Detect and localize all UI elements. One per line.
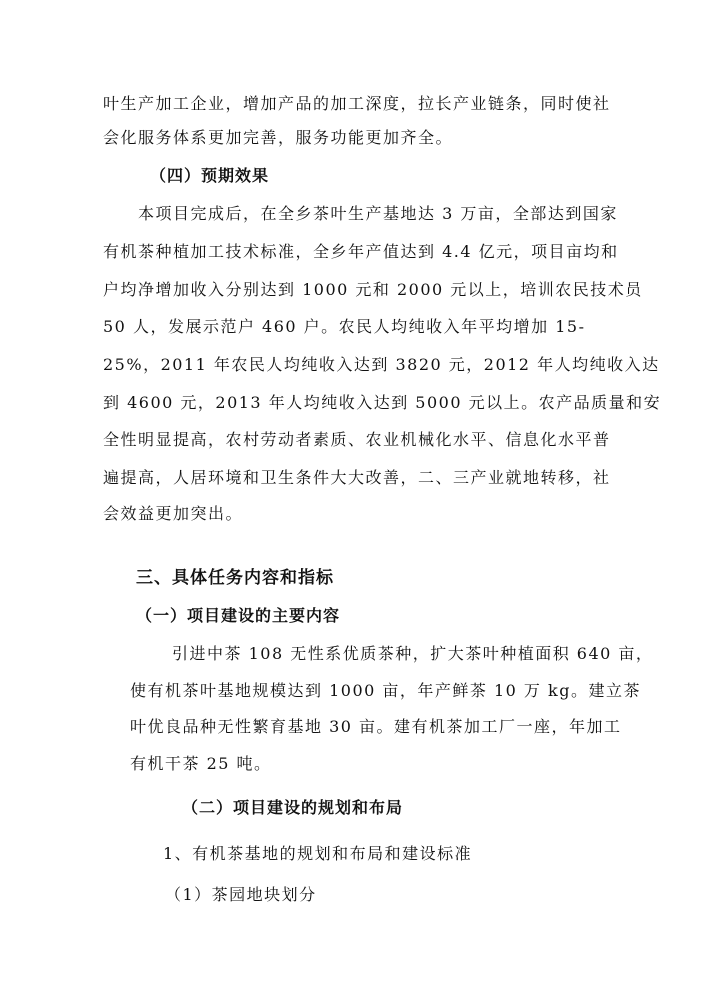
paragraph-line: 引进中茶 108 无性系优质茶种，扩大茶叶种植面积 640 亩， — [172, 644, 654, 663]
section-heading-main-content: （一）项目建设的主要内容 — [136, 606, 341, 625]
paragraph-line: 有机茶种植加工技术标准，全乡年产值达到 4.4 亿元，项目亩均和 — [103, 242, 619, 261]
paragraph-line: 会化服务体系更加完善，服务功能更加齐全。 — [103, 128, 454, 147]
paragraph-line: 遍提高，人居环境和卫生条件大大改善，二、三产业就地转移，社 — [103, 468, 611, 487]
paragraph-line: 本项目完成后，在全乡茶叶生产基地达 3 万亩，全部达到国家 — [138, 204, 618, 223]
chapter-heading: 三、具体任务内容和指标 — [136, 568, 334, 588]
paragraph-line: 户均净增加收入分别达到 1000 元和 2000 元以上，培训农民技术员 — [103, 280, 643, 299]
paragraph-line: 全性明显提高，农村劳动者素质、农业机械化水平、信息化水平普 — [103, 430, 611, 449]
paragraph-line: 会效益更加突出。 — [103, 504, 244, 523]
paragraph-line: 50 人，发展示范户 460 户。农民人均纯收入年平均增加 15- — [103, 317, 586, 336]
section-heading-planning-layout: （二）项目建设的规划和布局 — [182, 798, 404, 817]
section-heading-expected-effects: （四）预期效果 — [150, 166, 270, 185]
paragraph-line: 到 4600 元，2013 年人均纯收入达到 5000 元以上。农产品质量和安 — [103, 393, 662, 412]
list-item: 1、有机茶基地的规划和布局和建设标准 — [163, 844, 473, 863]
paragraph-line: 使有机茶叶基地规模达到 1000 亩，年产鲜茶 10 万 kg。建立茶 — [130, 681, 641, 700]
paragraph-line: 有机干茶 25 吨。 — [130, 754, 272, 773]
paragraph-line: 叶生产加工企业，增加产品的加工深度，拉长产业链条，同时使社 — [103, 94, 611, 113]
paragraph-line: 25%，2011 年农民人均纯收入达到 3820 元，2012 年人均纯收入达 — [103, 355, 660, 374]
paragraph-line: 叶优良品种无性繁育基地 30 亩。建有机茶加工厂一座，年加工 — [130, 717, 622, 736]
list-item: （1）茶园地块划分 — [165, 885, 317, 904]
